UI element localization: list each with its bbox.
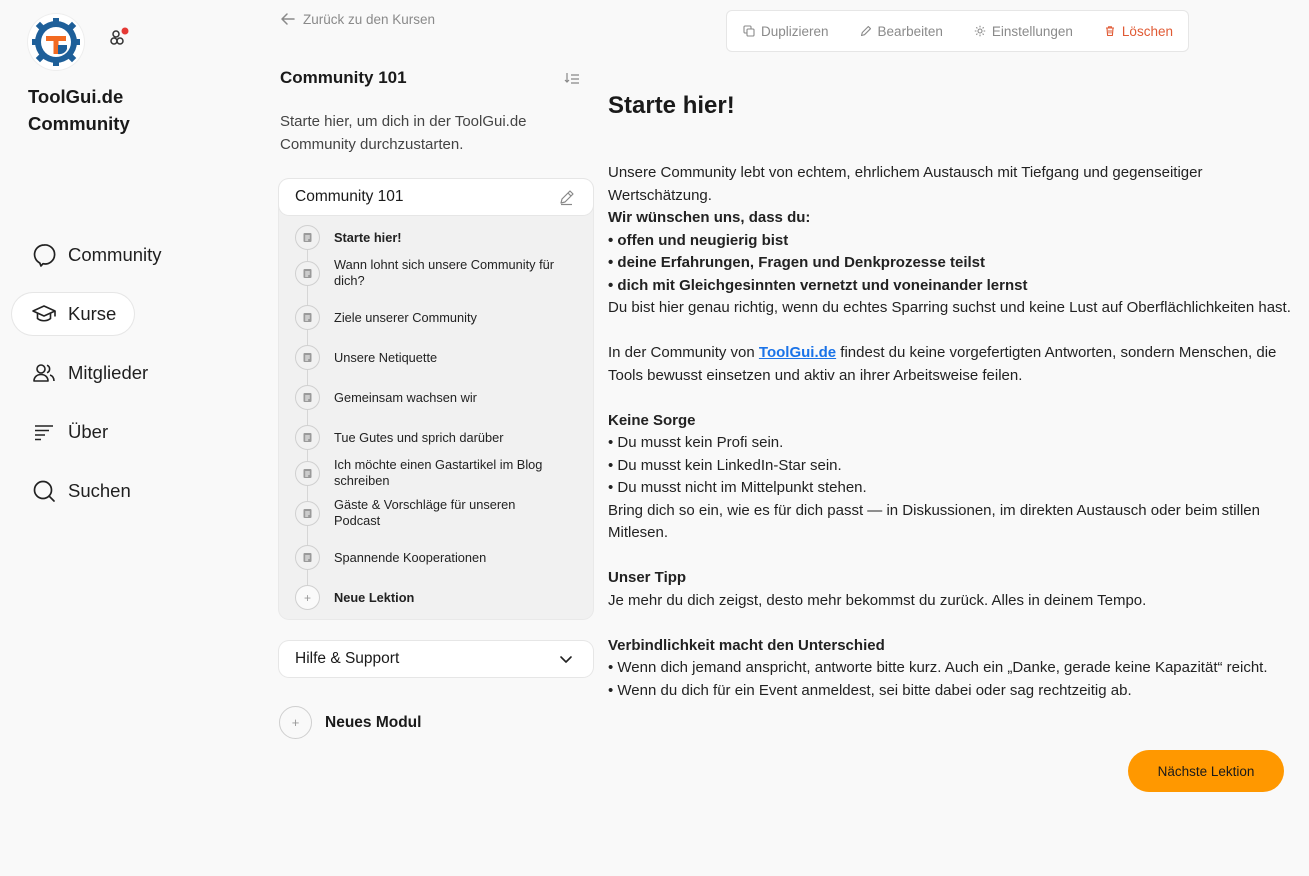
commit-heading: Verbindlichkeit macht den Unterschied [608, 636, 885, 654]
document-icon [295, 425, 320, 450]
worry-item: • Du musst nicht im Mittelpunkt stehen. [608, 479, 867, 496]
commit-item: • Wenn dich jemand anspricht, antworte bitte kurz. Auch ein „Danke, gerade keine Kapazität“ reicht. [608, 659, 1268, 676]
search-icon [31, 478, 57, 504]
document-icon [295, 345, 320, 370]
delete-button[interactable] [1104, 24, 1173, 39]
chevron-down-icon [559, 652, 573, 666]
settings-label: Einstellungen [991, 23, 1073, 39]
new-module-button[interactable] [279, 706, 421, 739]
toolgui-link[interactable]: ToolGui.de [758, 344, 837, 361]
module-hilfe-support[interactable] [279, 641, 593, 677]
document-icon [295, 305, 320, 330]
lines-icon [31, 419, 57, 445]
document-icon [295, 501, 320, 526]
document-icon [295, 385, 320, 410]
lesson-item[interactable] [295, 457, 585, 489]
community-suffix: findest du keine vorgefertigten Antworten, sondern Menschen, die Tools bewusst einsetzen und aktiv an ihrer Arbeitsweise feilen. [608, 344, 1277, 384]
new-lesson-label: Neue Lektion [334, 589, 415, 605]
nav-item-suchen[interactable] [12, 470, 149, 512]
lesson-label: Gemeinsam wachsen wir [334, 389, 477, 405]
nav-label: Mitglieder [68, 362, 149, 383]
module-header[interactable] [279, 179, 593, 215]
new-module-label: Neues Modul [325, 713, 422, 731]
nav-label: Über [68, 421, 109, 442]
nav-item-ueber[interactable] [12, 411, 126, 453]
nav-item-kurse[interactable] [12, 293, 134, 335]
trash-icon [1104, 25, 1116, 37]
nav-label: Suchen [68, 480, 131, 501]
wish-item: • dich mit Gleichgesinnten vernetzt und voneinander lernst [608, 276, 1028, 294]
edit-button[interactable] [860, 24, 943, 39]
plus-icon: + [279, 706, 312, 739]
duplicate-button[interactable] [743, 24, 829, 39]
nav-label: Kurse [68, 303, 117, 324]
main-nav [12, 234, 180, 529]
lesson-item[interactable] [295, 545, 585, 570]
sparring-text: Du bist hier genau richtig, wenn du echtes Sparring suchst und keine Lust auf Oberflächlichkeiten hast. [608, 299, 1291, 316]
settings-button[interactable] [974, 24, 1073, 39]
toolgui-logo-icon [28, 14, 84, 70]
lesson-label: Wann lohnt sich unsere Community für dich? [334, 257, 555, 288]
back-to-courses-link[interactable] [279, 10, 435, 28]
reorder-icon[interactable] [564, 71, 580, 87]
tip-text: Je mehr du dich zeigst, desto mehr bekommst du zurück. Alles in deinem Tempo. [608, 591, 1147, 609]
document-icon [295, 545, 320, 570]
tip-heading: Unser Tipp [608, 569, 687, 586]
community-text [608, 342, 1308, 387]
module-title: Hilfe & Support [295, 650, 400, 667]
community-prefix: In der Community von [608, 344, 759, 361]
nav-label: Community [68, 244, 162, 265]
pencil-icon[interactable] [558, 189, 575, 206]
commit-item: • Wenn du dich für ein Event anmeldest, sei bitte dabei oder sag rechtzeitig ab. [608, 681, 1132, 699]
lesson-item[interactable] [295, 497, 585, 529]
module-title: Community 101 [295, 188, 404, 205]
delete-label: Löschen [1121, 23, 1173, 39]
lesson-item[interactable] [295, 345, 585, 370]
nav-item-mitglieder[interactable] [12, 352, 166, 394]
speech-bubble-icon [31, 242, 57, 268]
course-title: Community 101 [280, 68, 407, 87]
graduation-cap-icon [31, 301, 57, 327]
back-label: Zurück zu den Kursen [303, 11, 436, 27]
lesson-item[interactable] [295, 257, 585, 289]
document-icon [295, 225, 320, 250]
lesson-title: Starte hier! [608, 92, 735, 119]
course-description: Starte hier, um dich in der ToolGui.de Community durchzustarten. [280, 113, 527, 153]
lesson-label: Ziele unserer Community [334, 309, 477, 325]
lesson-item[interactable] [295, 225, 585, 250]
lesson-toolbar [726, 10, 1189, 52]
lesson-label: Unsere Netiquette [334, 349, 438, 365]
wish-heading: Wir wünschen uns, dass du: [608, 209, 811, 226]
duplicate-label: Duplizieren [761, 23, 829, 39]
next-lesson-button[interactable]: Nächste Lektion [1128, 750, 1284, 792]
pencil-icon [860, 25, 872, 37]
intro-text: Unsere Community lebt von echtem, ehrlichem Austausch mit Tiefgang und gegenseitiger Wertschätzung. [608, 164, 1203, 204]
lesson-label: Tue Gutes und sprich darüber [334, 429, 504, 445]
worry-item: • Du musst kein LinkedIn-Star sein. [608, 456, 842, 474]
gear-icon [974, 25, 986, 37]
lesson-item[interactable] [295, 425, 585, 450]
copy-icon [743, 25, 755, 37]
wish-item: • offen und neugierig bist [608, 231, 789, 249]
module-community-101 [279, 179, 593, 619]
wish-item: • deine Erfahrungen, Fragen und Denkprozesse teilst [608, 254, 985, 271]
worry-item: • Du musst kein Profi sein. [608, 434, 784, 451]
document-icon [295, 461, 320, 486]
lesson-label: Ich möchte einen Gastartikel im Blog schreiben [334, 457, 543, 488]
users-icon [31, 360, 57, 386]
lesson-label: Spannende Kooperationen [334, 549, 487, 565]
lesson-label: Gäste & Vorschläge für unseren Podcast [334, 497, 516, 528]
lesson-content [608, 90, 1308, 702]
bring-text: Bring dich so ein, wie es für dich passt — in Diskussionen, im direkten Austausch oder beim stillen Mitlesen. [608, 501, 1260, 541]
lesson-item[interactable] [295, 385, 585, 410]
edit-label: Bearbeiten [877, 23, 943, 39]
plus-icon: + [295, 585, 320, 610]
new-lesson-button[interactable] [295, 585, 585, 610]
toolgui-logo[interactable] [28, 14, 84, 70]
lesson-item[interactable] [295, 305, 585, 330]
notification-dot [122, 28, 129, 35]
brand-name: ToolGui.de Community [28, 86, 130, 134]
document-icon [295, 261, 320, 286]
arrow-left-icon [279, 10, 297, 28]
apps-icon[interactable] [108, 26, 132, 50]
nav-item-community[interactable] [12, 234, 180, 276]
worry-heading: Keine Sorge [608, 411, 696, 429]
lesson-label: Starte hier! [334, 229, 402, 245]
